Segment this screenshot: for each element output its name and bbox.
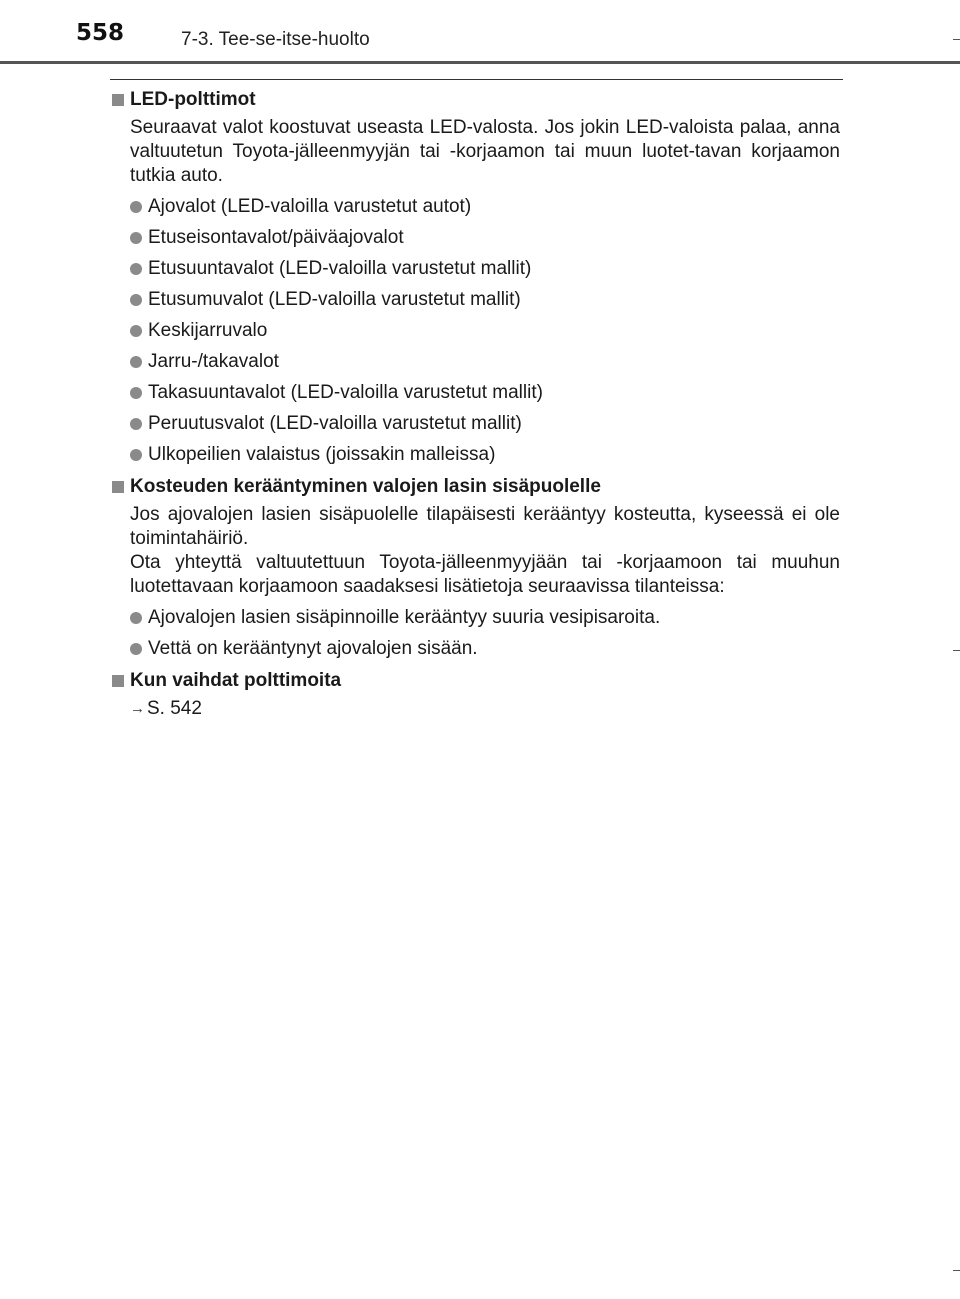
heading-text: Kosteuden kerääntyminen valojen lasin sisäpuolelle	[130, 476, 601, 497]
paragraph: Jos ajovalojen lasien sisäpuolelle tilapäisesti kerääntyy kosteutta, kyseessä ei ole toimintahäiriö.	[130, 504, 840, 549]
section-moisture	[110, 475, 840, 661]
paragraph: Seuraavat valot koostuvat useasta LED-valosta. Jos jokin LED-valoista palaa, anna valtuutetun Toyota-jälleenmyyjän tai -korjaamon tai muun luotet-tavan korjaamon tutkia auto.	[130, 117, 840, 186]
header-rule	[0, 61, 960, 64]
heading-text: LED-polttimot	[130, 89, 256, 110]
section-heading	[110, 475, 840, 499]
list-item	[110, 195, 840, 219]
list-item	[110, 319, 840, 343]
page-content	[110, 88, 840, 729]
section-heading	[110, 88, 840, 112]
circle-bullet-icon	[130, 418, 142, 430]
list-item-text: Ajovalot (LED-valoilla varustetut autot)	[148, 196, 472, 217]
list-item-text: Peruutusvalot (LED-valoilla varustetut mallit)	[148, 413, 522, 434]
list-item-text: Keskijarruvalo	[148, 320, 268, 341]
list-item	[110, 412, 840, 436]
square-bullet-icon	[112, 675, 124, 687]
crop-mark	[953, 39, 960, 40]
circle-bullet-icon	[130, 449, 142, 461]
square-bullet-icon	[112, 94, 124, 106]
list-item-text: Etusuuntavalot (LED-valoilla varustetut mallit)	[148, 258, 532, 279]
circle-bullet-icon	[130, 612, 142, 624]
arrow-right-icon: →	[130, 700, 145, 717]
section-replacing-bulbs	[110, 669, 840, 721]
section-heading	[110, 669, 840, 693]
square-bullet-icon	[112, 481, 124, 493]
list-item-text: Vettä on kerääntynyt ajovalojen sisään.	[148, 638, 478, 659]
paragraph: Ota yhteyttä valtuutettuun Toyota-jälleenmyyjään tai -korjaamoon tai muuhun luotettavaan korjaamoon saadaksesi lisätietoja seuraavissa tilanteissa:	[130, 552, 840, 597]
page-number: 558	[76, 20, 125, 46]
section-led-bulbs	[110, 88, 840, 467]
crop-mark	[953, 650, 960, 651]
section-title: 7-3. Tee-se-itse-huolto	[181, 29, 370, 50]
circle-bullet-icon	[130, 263, 142, 275]
circle-bullet-icon	[130, 643, 142, 655]
list-item	[110, 350, 840, 374]
page-header	[0, 0, 960, 62]
circle-bullet-icon	[130, 325, 142, 337]
content-top-rule	[110, 79, 843, 80]
list-item-text: Ajovalojen lasien sisäpinnoille kerääntyy suuria vesipisaroita.	[148, 607, 661, 628]
circle-bullet-icon	[130, 294, 142, 306]
list-item	[110, 257, 840, 281]
list-item	[110, 606, 840, 630]
list-item-text: Takasuuntavalot (LED-valoilla varustetut mallit)	[148, 382, 543, 403]
circle-bullet-icon	[130, 387, 142, 399]
list-item	[110, 637, 840, 661]
circle-bullet-icon	[130, 356, 142, 368]
list-item	[110, 443, 840, 467]
circle-bullet-icon	[130, 232, 142, 244]
page-reference-link[interactable]	[110, 697, 840, 721]
list-item-text: Etusumuvalot (LED-valoilla varustetut mallit)	[148, 289, 521, 310]
list-item-text: Etuseisontavalot/päiväajovalot	[148, 227, 404, 248]
page-reference-text: S. 542	[147, 698, 202, 719]
list-item	[110, 288, 840, 312]
list-item	[110, 226, 840, 250]
list-item-text: Ulkopeilien valaistus (joissakin malleissa)	[148, 444, 496, 465]
crop-mark	[953, 1270, 960, 1271]
list-item	[110, 381, 840, 405]
heading-text: Kun vaihdat polttimoita	[130, 670, 342, 691]
circle-bullet-icon	[130, 201, 142, 213]
list-item-text: Jarru-/takavalot	[148, 351, 279, 372]
